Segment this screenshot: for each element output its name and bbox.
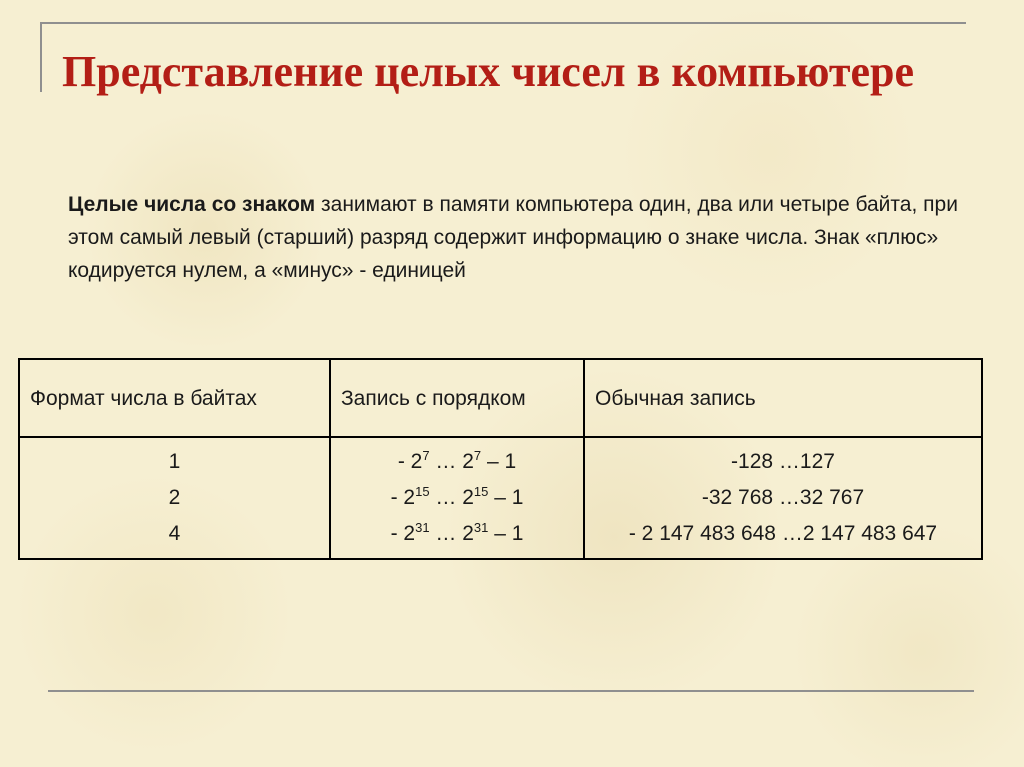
- header-power-notation: Запись с порядком: [330, 359, 584, 437]
- frame-bottom-line: [48, 690, 974, 692]
- bytes-column: [19, 437, 330, 559]
- plain-range: -32 768 …32 767: [701, 486, 865, 509]
- power-range: - $2^7$ … $2^7 - 1$: [397, 448, 517, 473]
- bytes-value: 4: [168, 522, 181, 545]
- header-format-bytes: Формат числа в байтах: [19, 359, 330, 437]
- intro-paragraph: [68, 188, 968, 287]
- slide-title: Представление целых чисел в компьютере: [62, 47, 915, 96]
- frame-top-line: [40, 22, 966, 24]
- table-row: [19, 437, 982, 559]
- frame-left-line: [40, 22, 42, 92]
- format-table: [18, 358, 983, 560]
- plain-range: -128 …127: [731, 450, 835, 473]
- power-range: - $2^{31}$ … $2^{31} - 1$: [390, 520, 524, 545]
- table-header-row: [19, 359, 982, 437]
- plain-column: [584, 437, 982, 559]
- power-column: [330, 437, 584, 559]
- intro-bold-term: Целые числа со знаком: [68, 193, 316, 216]
- bytes-value: 1: [168, 450, 181, 473]
- intro-text: занимают в памяти компьютера один, два или четыре байта, при этом самый левый (старший) разряд содержит информацию о знаке числа. Знак «плюс» кодируется нулем, а «минус» - единицей: [68, 193, 958, 282]
- plain-range: - 2 147 483 648 …2 147 483 647: [628, 522, 938, 545]
- bytes-value: 2: [168, 486, 181, 509]
- power-range: - $2^{15}$ … $2^{15} - 1$: [390, 484, 524, 509]
- header-plain-notation: Обычная запись: [584, 359, 982, 437]
